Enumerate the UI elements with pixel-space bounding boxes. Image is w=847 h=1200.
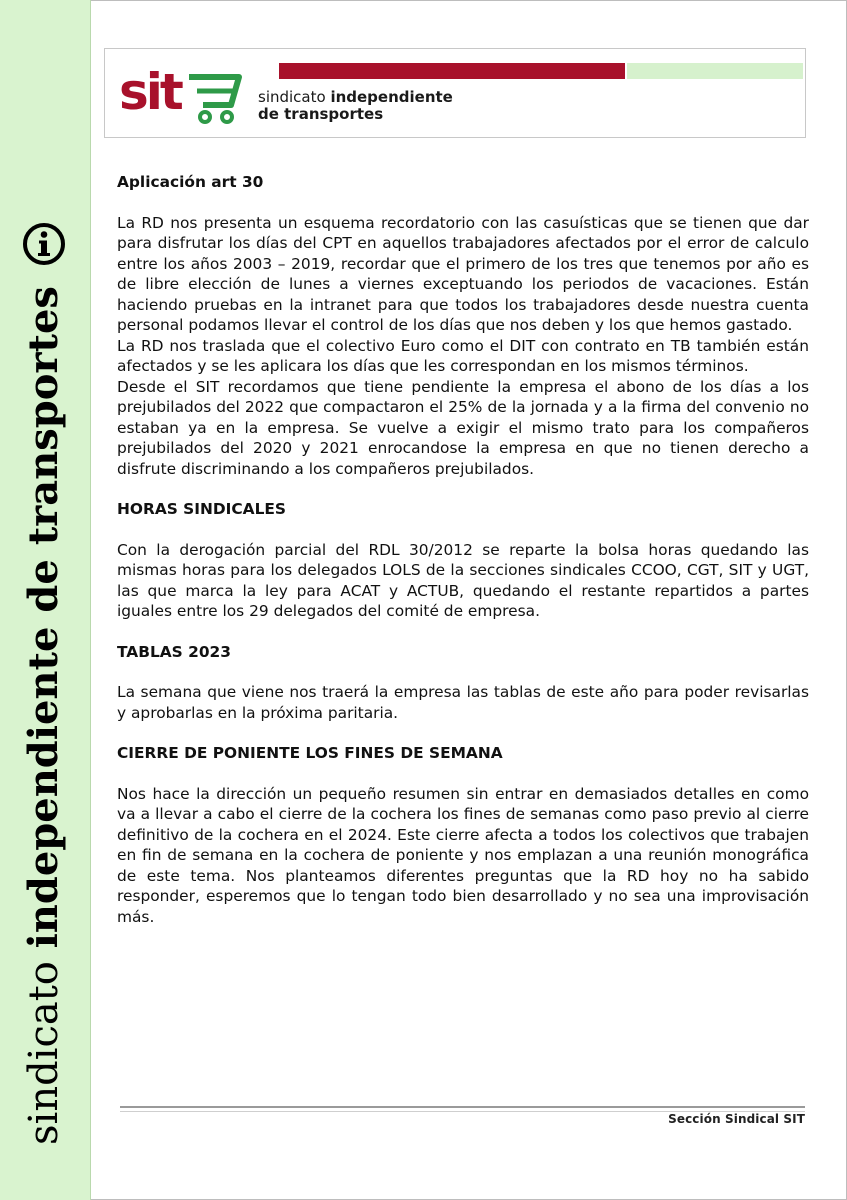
footer-label: Sección Sindical SIT — [668, 1112, 805, 1126]
letterhead — [104, 48, 806, 138]
info-icon — [22, 222, 66, 270]
section-cierre-poniente — [117, 743, 809, 927]
paragraph: La semana que viene nos traerá la empresa las tablas de este año para poder revisarlas y aprobarlas en la próxima paritaria. — [117, 683, 809, 722]
organization-name — [258, 89, 453, 123]
org-name-light: sindicato — [258, 88, 331, 106]
section-aplicacion-art-30 — [117, 172, 809, 479]
section-title: HORAS SINDICALES — [117, 500, 286, 518]
paragraph: La RD nos traslada que el colectivo Euro como el DIT con contrato en TB también están afectados y se les aplicara los días que les correspondan en los mismos términos. — [117, 336, 809, 375]
org-name-bold: independiente — [330, 88, 453, 106]
paragraph: Nos hace la dirección un pequeño resumen sin entrar en demasiados detalles en como va a llevar a cabo el cierre de la cochera los fines de semanas como paso previo al cierre definitivo de la cochera en el 2024. Este cierre afecta a todos los colectivos que trabajen en fin de semana en la cochera de poniente y nos emplazan a una reunión monográfica de este tema. Nos planteamos diferentes preguntas que la RD hoy no ha sabido responder, esperemos que lo tengan todo bien desarrollado y no sea una improvisación más. — [117, 784, 809, 926]
paragraph: La RD nos presenta un esquema recordatorio con las casuísticas que se tienen que dar para disfrutar los días del CPT en aquellos trabajadores afectados por el error de calculo entre los años 2003 – 2019, recordar que el primero de los tres que tenemos por año es de libre elección de lunes a viernes exceptuando los periodos de vacaciones. Están haciendo pruebas en la intranet para que todos los trabajadores desde nuestra cuenta personal podamos llevar el control de los días que nos deben y los que hemos gastado. — [117, 213, 809, 334]
org-name-line2: de transportes — [258, 105, 384, 123]
section-horas-sindicales — [117, 499, 809, 622]
svg-text:sit: sit — [119, 63, 181, 121]
sidebar-vertical-title — [20, 286, 67, 1145]
sit-logo — [119, 59, 259, 131]
section-title: TABLAS 2023 — [117, 642, 231, 661]
sidebar-title-bold: independiente de transportes — [20, 286, 67, 949]
header-red-bar — [279, 63, 625, 79]
sidebar — [0, 0, 91, 1200]
header-green-bar — [627, 63, 803, 79]
section-title: Aplicación art 30 — [117, 173, 264, 191]
paragraph: Con la derogación parcial del RDL 30/2012 se reparte la bolsa horas quedando las mismas horas para los delegados LOLS de la secciones sindicales CCOO, CGT, SIT y UGT, las que marca la ley para ACAT y ACTUB, quedando el restante repartidos a partes iguales entre los 29 delegados del comité de empresa. — [117, 540, 809, 620]
document-body — [117, 172, 809, 947]
sidebar-title-light: sindicato — [21, 948, 67, 1145]
paragraph: Desde el SIT recordamos que tiene pendiente la empresa el abono de los días a los prejubilados del 2022 que compactaron el 25% de la jornada y a la firma del convenio no estaban ya en la empresa. Se vuelve a exigir el mismo trato para los compañeros prejubilados del 2020 y 2021 enrocandose la empresa en que no tienen derecho a disfrute discriminando a los compañeros prejubilados. — [117, 377, 809, 478]
section-tablas-2023 — [117, 642, 809, 724]
section-title: CIERRE DE PONIENTE LOS FINES DE SEMANA — [117, 744, 503, 762]
